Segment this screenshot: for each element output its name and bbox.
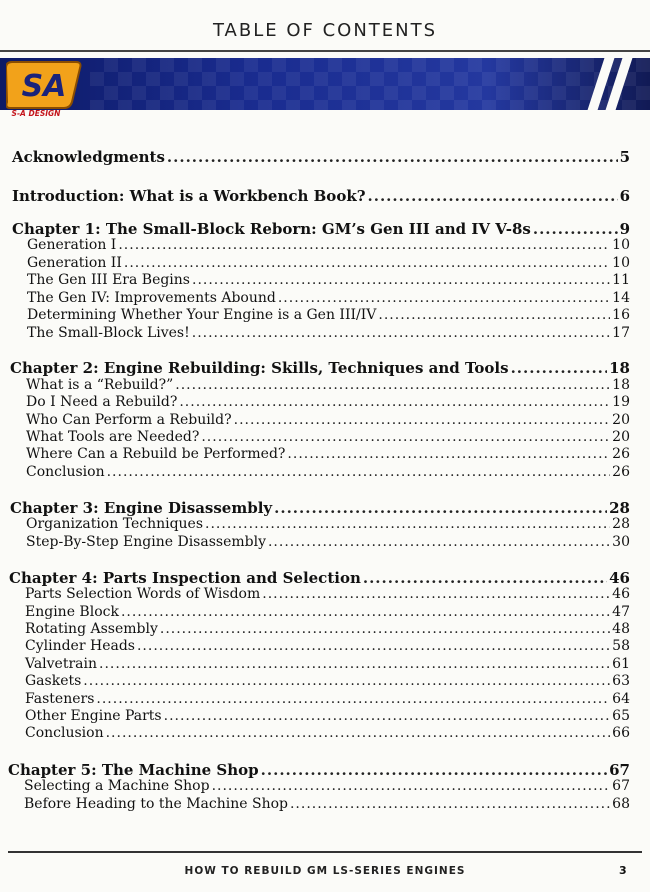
leader-dots [212,778,611,794]
toc-entry[interactable] [12,148,630,166]
toc-entry[interactable] [10,359,630,377]
leader-dots [137,638,610,654]
toc-entry-page: 61 [612,656,630,672]
header-divider [0,50,650,52]
toc-entry-label: Chapter 3: Engine Disassembly [10,499,273,517]
sa-design-logo [6,58,84,118]
leader-dots [262,586,610,602]
toc-entry-page: 20 [612,429,630,445]
toc-entry-page: 47 [612,604,630,620]
toc-entry[interactable] [26,516,630,532]
toc-entry[interactable] [24,796,630,812]
toc-entry[interactable] [24,778,630,794]
toc-entry-label: The Small-Block Lives! [27,325,190,341]
toc-entry[interactable] [27,307,630,323]
toc-entry-label: Conclusion [25,725,104,741]
toc-entry-label: Introduction: What is a Workbench Book? [12,187,366,205]
toc-entry-page: 20 [612,412,630,428]
toc-entry-page: 28 [609,499,630,517]
toc-entry-page: 46 [612,586,630,602]
toc-entry-page: 58 [612,638,630,654]
toc-entry-label: Organization Techniques [26,516,204,532]
leader-dots [278,290,610,306]
leader-dots [533,220,618,238]
toc-entry-page: 19 [612,394,630,410]
toc-entry-page: 63 [612,673,630,689]
toc-entry[interactable] [26,429,630,445]
toc-entry-page: 18 [612,377,630,393]
toc-entry-page: 48 [612,621,630,637]
toc-entry[interactable] [26,446,630,462]
toc-entry[interactable] [27,325,630,341]
toc-entry-page: 5 [619,148,630,166]
leader-dots [160,621,610,637]
page-number: 3 [619,864,627,877]
toc-entry-page: 18 [609,359,630,377]
toc-entry[interactable] [26,394,630,410]
toc-entry-page: 46 [609,569,630,587]
toc-entry-label: Rotating Assembly [25,621,158,637]
toc-entry[interactable] [25,604,630,620]
leader-dots [192,325,610,341]
checker-pattern [90,58,650,110]
toc-entry[interactable] [27,237,630,253]
running-footer: HOW TO REBUILD GM LS-SERIES ENGINES [184,865,466,877]
leader-dots [261,761,607,779]
leader-dots [83,673,610,689]
toc-entry-label: Before Heading to the Machine Shop [24,796,288,812]
toc-entry-page: 11 [612,272,630,288]
toc-entry-label: Engine Block [25,604,119,620]
toc-entry[interactable] [27,255,630,271]
footer-divider [8,851,642,853]
toc-entry-label: Conclusion [26,464,105,480]
toc-entry-label: Where Can a Rebuild be Performed? [26,446,286,462]
leader-dots [287,446,610,462]
leader-dots [378,307,610,323]
toc-entry-page: 30 [612,534,630,550]
leader-dots [99,656,610,672]
toc-entry-page: 16 [612,307,630,323]
toc-entry-page: 65 [612,708,630,724]
leader-dots [192,272,610,288]
toc-entry-label: Parts Selection Words of Wisdom [25,586,261,602]
leader-dots [205,516,610,532]
logo-mark: SA [21,69,67,104]
toc-entry[interactable] [25,586,630,602]
checkered-banner [0,58,650,110]
leader-dots [201,429,610,445]
toc-entry[interactable] [10,499,630,517]
toc-entry-label: The Gen III Era Begins [27,272,190,288]
toc-entry-label: Step-By-Step Engine Disassembly [26,534,266,550]
leader-dots [175,377,610,393]
toc-entry-page: 9 [619,220,630,238]
toc-entry[interactable] [25,638,630,654]
toc-entry-page: 68 [612,796,630,812]
toc-entry-label: Who Can Perform a Rebuild? [26,412,232,428]
toc-entry-label: Selecting a Machine Shop [24,778,210,794]
toc-entry-label: Chapter 5: The Machine Shop [8,761,259,779]
toc-entry-label: Gaskets [25,673,82,689]
toc-entry[interactable] [27,290,630,306]
toc-entry-label: Chapter 1: The Small-Block Reborn: GM’s Gen III and IV V-8s [12,220,531,238]
toc-entry-label: Acknowledgments [12,148,165,166]
toc-entry[interactable] [25,621,630,637]
toc-entry[interactable] [26,464,630,480]
toc-entry-label: Determining Whether Your Engine is a Gen III/IV [27,307,377,323]
toc-entry-label: What Tools are Needed? [26,429,200,445]
leader-dots [118,237,610,253]
toc-entry[interactable] [25,708,630,724]
toc-entry[interactable] [26,377,630,393]
toc-entry[interactable] [25,656,630,672]
toc-entry-label: What is a “Rebuild?” [26,377,174,393]
toc-entry-label: Fasteners [25,691,95,707]
toc-entry-page: 10 [612,255,630,271]
toc-entry-label: The Gen IV: Improvements Abound [27,290,276,306]
toc-entry[interactable] [8,761,630,779]
leader-dots [121,604,610,620]
leader-dots [124,255,610,271]
toc-entry[interactable] [25,673,630,689]
toc-entry-page: 14 [612,290,630,306]
toc-entry-page: 28 [612,516,630,532]
toc-entry-page: 64 [612,691,630,707]
toc-entry[interactable] [12,220,630,238]
leader-dots [107,464,611,480]
leader-dots [368,187,618,205]
toc-entry[interactable] [26,412,630,428]
toc-entry-page: 10 [612,237,630,253]
toc-entry-page: 67 [612,778,630,794]
leader-dots [290,796,610,812]
toc-entry-label: Chapter 4: Parts Inspection and Selection [9,569,361,587]
leader-dots [268,534,610,550]
leader-dots [511,359,608,377]
toc-entry-label: Do I Need a Rebuild? [26,394,178,410]
toc-entry-page: 26 [612,464,630,480]
toc-entry[interactable] [26,534,630,550]
toc-entry[interactable] [25,725,630,741]
toc-entry-label: Valvetrain [25,656,98,672]
leader-dots [164,708,611,724]
toc-entry[interactable] [25,691,630,707]
leader-dots [106,725,611,741]
page-title: TABLE OF CONTENTS [212,20,438,41]
leader-dots [363,569,607,587]
toc-entry-label: Generation II [27,255,122,271]
toc-entry[interactable] [12,187,630,205]
toc-entry-label: Other Engine Parts [25,708,162,724]
leader-dots [96,691,610,707]
toc-entry-label: Cylinder Heads [25,638,135,654]
toc-entry-page: 6 [619,187,630,205]
toc-entry[interactable] [27,272,630,288]
leader-dots [234,412,611,428]
toc-entry-label: Generation I [27,237,117,253]
toc-entry-page: 67 [609,761,630,779]
logo-subtext: S-A DESIGN [11,109,61,118]
toc-entry-page: 17 [612,325,630,341]
toc-entry-label: Chapter 2: Engine Rebuilding: Skills, Techniques and Tools [10,359,509,377]
leader-dots [274,499,607,517]
toc-entry-page: 26 [612,446,630,462]
toc-entry-page: 66 [612,725,630,741]
leader-dots [179,394,610,410]
toc-entry[interactable] [9,569,630,587]
leader-dots [167,148,618,166]
